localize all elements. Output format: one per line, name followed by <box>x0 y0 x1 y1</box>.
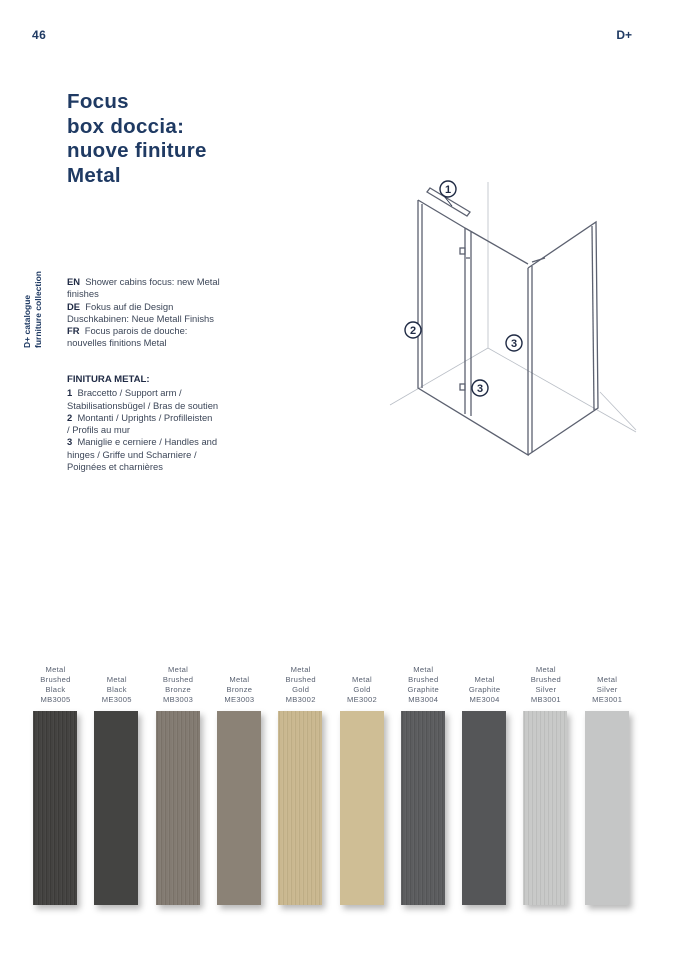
lang-row-fr <box>67 325 267 350</box>
swatch-name-line: Metal <box>229 675 250 684</box>
swatch-name-line: Brushed <box>40 674 71 684</box>
swatch-label <box>454 675 515 705</box>
language-summary <box>67 276 267 350</box>
lang-code: DE <box>67 300 81 312</box>
finish-text: / Profils au mur <box>67 424 131 436</box>
finish-text: Poignées et charnières <box>67 461 163 473</box>
lang-text: Shower cabins focus: new Metal <box>85 276 220 287</box>
swatch-tile <box>585 711 629 905</box>
swatch-code: MB3004 <box>408 694 439 704</box>
swatch-name-line: Black <box>45 684 66 694</box>
finish-item <box>67 412 267 437</box>
lang-code: EN <box>67 276 81 287</box>
finish-text: Maniglie e cerniere / Handles and <box>77 436 218 448</box>
swatch-name-line: Graphite <box>407 684 440 694</box>
finish-line <box>67 412 267 424</box>
swatch-tile <box>217 711 261 905</box>
title-line: box doccia: <box>67 114 185 138</box>
swatch-label <box>25 665 86 705</box>
lang-text: finishes <box>67 288 99 300</box>
swatch-name-line: Black <box>106 684 127 694</box>
callout-3-hinge: 3 <box>476 383 484 395</box>
lang-line <box>67 301 267 313</box>
swatch-code: MB3002 <box>285 694 316 704</box>
swatch-name-line: Metal <box>290 665 311 674</box>
swatch-label <box>577 675 638 705</box>
shower-cabin-diagram <box>380 170 650 470</box>
finish-text: hinges / Griffe und Scharniere / <box>67 448 197 460</box>
lang-text: Duschkabinen: Neue Metall Finishs <box>67 312 214 324</box>
swatch-label <box>209 675 270 705</box>
swatch-label <box>332 675 393 705</box>
lang-row-de <box>67 301 267 326</box>
swatch-name-line: Brushed <box>285 674 316 684</box>
page-number: 46 <box>32 28 47 42</box>
lang-row-en <box>67 276 267 301</box>
swatch-name-line: Silver <box>535 684 557 694</box>
finish-number: 3 <box>67 436 73 448</box>
swatch-tile <box>94 711 138 905</box>
swatch-name-line: Gold <box>292 684 310 694</box>
finish-text: Stabilisationsbügel / Bras de soutien <box>67 399 219 411</box>
swatch-name-line: Metal <box>351 675 373 684</box>
swatch-tile <box>340 711 384 905</box>
swatch-name-line: Brushed <box>162 674 194 684</box>
callout-1: 1 <box>444 184 452 196</box>
callout-2: 2 <box>409 325 417 337</box>
lang-line <box>67 276 267 288</box>
swatch-name-line: Graphite <box>468 684 501 694</box>
swatch-name-line: Metal <box>106 675 127 684</box>
finish-number: 2 <box>67 411 73 423</box>
swatch-name-line: Metal <box>535 665 556 674</box>
side-label-line: furniture collection <box>33 271 43 348</box>
swatch-tile <box>523 711 567 905</box>
finish-list <box>67 374 267 473</box>
swatch-name-line: Metal <box>168 665 189 674</box>
swatch-code: ME3002 <box>346 694 378 704</box>
swatch-tile <box>156 711 200 905</box>
swatch-code: ME3001 <box>592 694 623 704</box>
finish-swatches <box>33 665 633 925</box>
page-title <box>67 90 207 188</box>
title-line: Focus <box>67 90 129 113</box>
title-line: Metal <box>67 163 121 187</box>
finish-text: Braccetto / Support arm / <box>77 387 182 399</box>
swatch-tile <box>401 711 445 905</box>
swatch-name-line: Brushed <box>408 674 439 684</box>
finish-heading: FINITURA METAL: <box>67 374 150 385</box>
lang-text: Focus parois de douche: <box>84 325 188 337</box>
finish-item <box>67 387 267 412</box>
finish-text: Montanti / Uprights / Profilleisten <box>77 411 213 423</box>
lang-line <box>67 325 267 337</box>
swatch-label <box>86 675 147 705</box>
callout-3-handle: 3 <box>510 338 518 350</box>
brand-logo: D+ <box>616 28 632 42</box>
swatch-code: ME3004 <box>469 694 500 704</box>
title-line: nuove finiture <box>67 139 207 162</box>
swatch-label <box>148 665 209 705</box>
swatch-code: ME3005 <box>101 694 132 704</box>
swatch-name-line: Metal <box>474 675 495 684</box>
swatch-label <box>270 665 331 705</box>
swatch-name-line: Metal <box>597 675 618 684</box>
catalogue-side-label <box>22 238 44 348</box>
finish-item <box>67 436 267 473</box>
finish-number: 1 <box>67 387 73 399</box>
swatch-code: MB3005 <box>40 694 71 704</box>
finish-line <box>67 436 267 448</box>
swatch-name-line: Bronze <box>165 684 192 694</box>
swatch-code: ME3003 <box>224 694 255 704</box>
swatch-name-line: Brushed <box>530 674 562 684</box>
swatch-code: MB3001 <box>530 694 561 704</box>
swatch-label <box>393 665 454 705</box>
swatch-tile <box>462 711 506 905</box>
swatch-name-line: Silver <box>596 684 618 694</box>
swatch-tile <box>33 711 77 905</box>
swatch-label <box>515 665 576 705</box>
swatch-name-line: Bronze <box>226 684 253 694</box>
finish-line <box>67 387 267 399</box>
side-label-line: D+ catalogue <box>22 294 32 348</box>
room-lines <box>390 182 636 432</box>
lang-text: nouvelles finitions Metal <box>67 337 167 349</box>
swatch-code: MB3003 <box>163 694 194 704</box>
cabin-profiles <box>418 188 598 455</box>
lang-text: Fokus auf die Design <box>85 300 174 312</box>
swatch-tile <box>278 711 322 905</box>
swatch-name-line: Metal <box>45 665 66 674</box>
swatch-name-line: Gold <box>353 684 371 694</box>
lang-code: FR <box>67 325 80 337</box>
swatch-name-line: Metal <box>413 665 434 674</box>
